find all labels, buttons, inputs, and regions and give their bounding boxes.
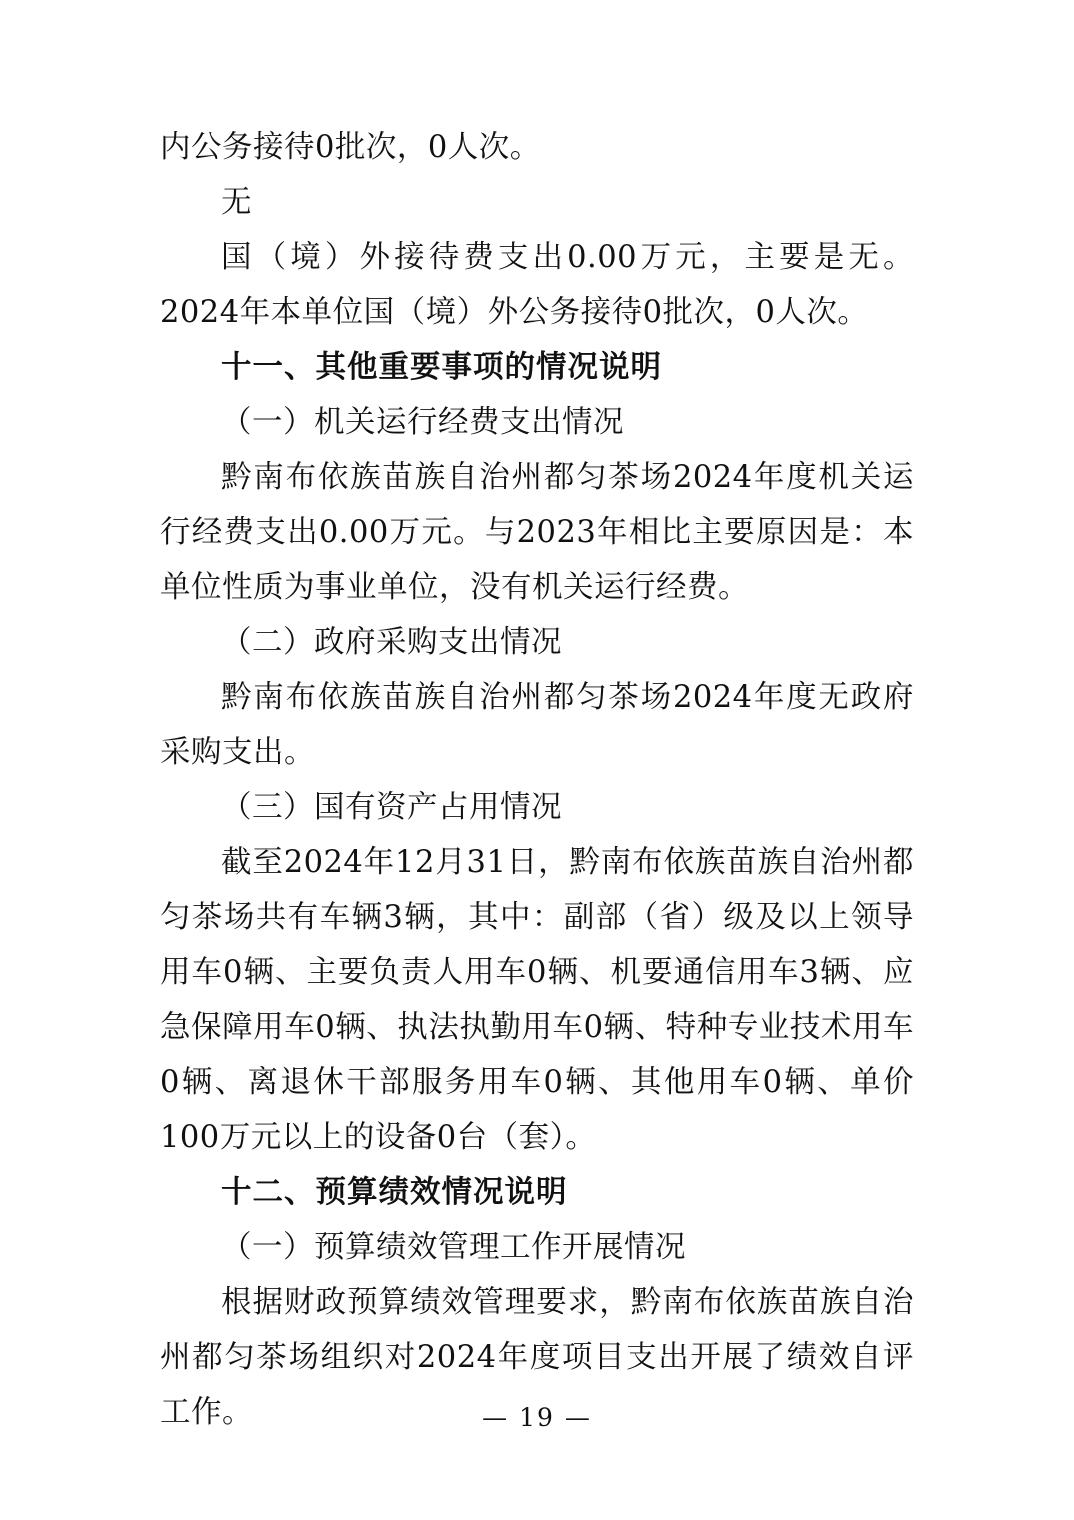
- section-heading-eleven: 十一、其他重要事项的情况说明: [221, 349, 662, 385]
- paragraph-5: 黔南布依族苗族自治州都匀茶场2024年度机关运行经费支出0.00万元。与2023年相比主要原因是：本单位性质为事业单位，没有机关运行经费。: [160, 460, 914, 605]
- paragraph-1: 无: [221, 185, 252, 220]
- paragraph-7: 黔南布依族苗族自治州都匀茶场2024年度无政府采购支出。: [160, 680, 914, 770]
- document-body: [160, 120, 914, 1440]
- paragraph-continued-0: 内公务接待0批次，0人次。: [160, 130, 541, 165]
- subsection-heading-one: （一）机关运行经费支出情况: [221, 405, 624, 440]
- paragraph-12: 根据财政预算绩效管理要求，黔南布依族苗族自治州都匀茶场组织对2024年度项目支出开展了绩效自评工作。: [160, 1285, 914, 1430]
- paragraph-2: 国（境）外接待费支出0.00万元，主要是无。2024年本单位国（境）外公务接待0批次，0人次。: [160, 240, 914, 330]
- section-heading-twelve: 十二、预算绩效情况说明: [221, 1174, 568, 1210]
- subsection-heading-four: （一）预算绩效管理工作开展情况: [221, 1230, 686, 1265]
- subsection-heading-two: （二）政府采购支出情况: [221, 625, 562, 660]
- subsection-heading-three: （三）国有资产占用情况: [221, 790, 562, 825]
- paragraph-9: 截至2024年12月31日，黔南布依族苗族自治州都匀茶场共有车辆3辆，其中：副部（省）级及以上领导用车0辆、主要负责人用车0辆、机要通信用车3辆、应急保障用车0辆、执法执勤用车0辆、特种专业技术用车0辆、离退休干部服务用车0辆、其他用车0辆、单价100万元以上的设备0台（套）。: [160, 845, 914, 1155]
- page-number: — 19 —: [482, 1403, 592, 1432]
